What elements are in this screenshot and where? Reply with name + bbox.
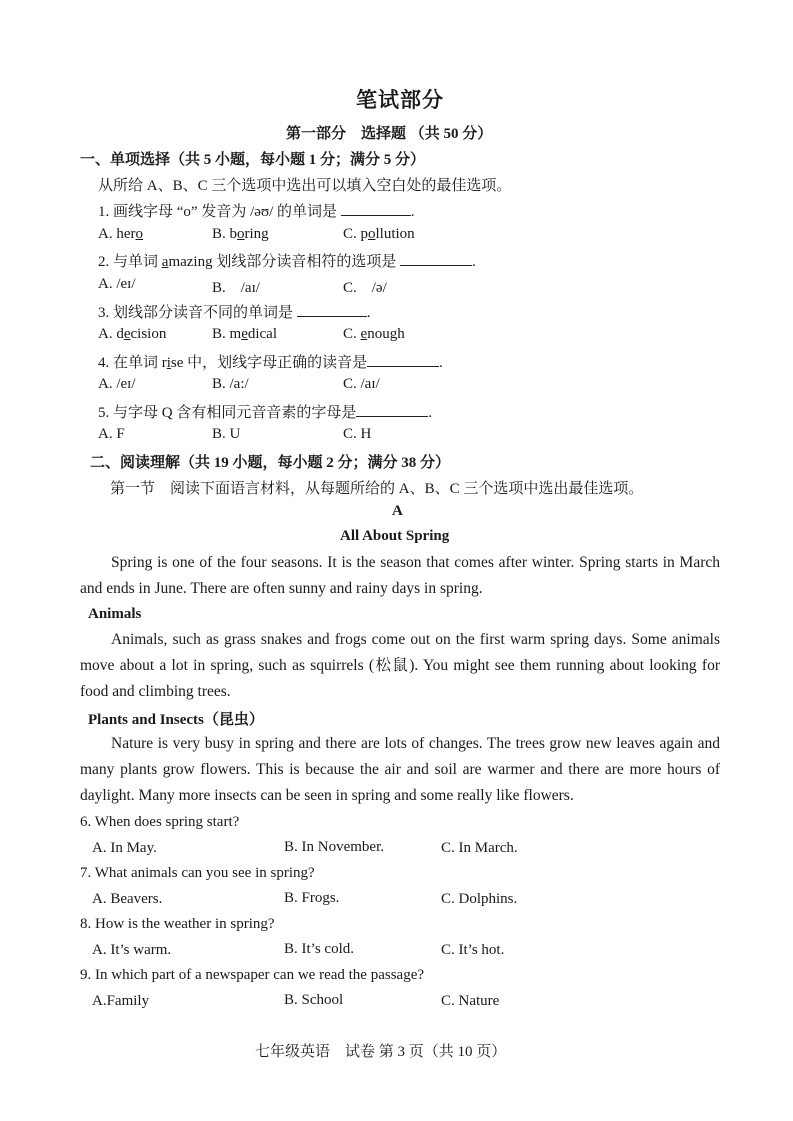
- heading-plants-text: Plants and Insects: [88, 712, 204, 728]
- question-9-option-b: B. School: [284, 992, 344, 1008]
- question-2-option-b: B. /aɪ/: [212, 280, 260, 296]
- question-2-text-cont: mazing 划线部分读音相符的选项是: [168, 254, 397, 270]
- part-subtitle: 第一部分 选择题 （共 50 分）: [286, 126, 493, 142]
- question-4-end: .: [439, 355, 443, 371]
- question-3-text: 3. 划线部分读音不同的单词是: [98, 305, 294, 321]
- passage-paragraph-2: Animals, such as grass snakes and frogs come out on the first warm spring days. Some animals move about a lot in spring, such as squirrels (松鼠). You might see them running about looking for food and climbing trees.: [80, 631, 720, 700]
- section1-instruction: 从所给 A、B、C 三个选项中选出可以填入空白处的最佳选项。: [98, 178, 512, 194]
- passage-paragraph-1: Spring is one of the four seasons. It is the season that comes after winter. Spring starts in March and ends in June. There are often sunny and rainy days in spring.: [80, 554, 720, 597]
- underlined-letter: a: [161, 254, 169, 270]
- question-8-option-b: B. It’s cold.: [284, 941, 354, 957]
- question-5-text: 5. 与字母 Q 含有相同元音音素的字母是: [98, 405, 357, 421]
- option-text: A. d: [98, 326, 124, 342]
- question-4-option-b: B. /a:/: [212, 376, 249, 392]
- question-3-end: .: [366, 305, 371, 321]
- question-2-option-c: C. /ə/: [343, 280, 387, 296]
- answer-blank: [297, 304, 367, 317]
- question-5-option-b: B. U: [212, 426, 241, 442]
- question-1-text: 1. 画线字母 “o” 发音为 /əʊ/ 的单词是: [98, 204, 338, 220]
- answer-blank: [400, 253, 472, 266]
- question-4-option-c: C. /aɪ/: [343, 376, 380, 392]
- option-text: nough: [367, 326, 405, 342]
- question-1-option-a: [98, 226, 143, 243]
- option-text: A. her: [98, 226, 136, 242]
- question-7-option-c: C. Dolphins.: [441, 891, 518, 907]
- question-4: [98, 351, 443, 372]
- option-text: ring: [244, 226, 269, 242]
- question-2-text: 2. 与单词: [98, 254, 162, 270]
- question-9-option-a: A.Family: [92, 993, 150, 1009]
- option-text: llution: [375, 226, 415, 242]
- option-text: B. b: [212, 226, 238, 242]
- underlined-letter: e: [241, 326, 248, 342]
- option-text: B. m: [212, 326, 242, 342]
- question-9: 9. In which part of a newspaper can we read the passage?: [80, 967, 425, 983]
- section2-instruction: 第一节 阅读下面语言材料，从每题所给的 A、B、C 三个选项中选出最佳选项。: [110, 481, 644, 497]
- question-3: [98, 301, 371, 322]
- question-1-end: .: [410, 204, 415, 220]
- underlined-letter: o: [368, 226, 376, 242]
- underlined-letter: o: [135, 226, 143, 242]
- question-7: 7. What animals can you see in spring?: [80, 865, 315, 881]
- question-2-end: .: [472, 254, 476, 270]
- question-1-option-c: [343, 226, 415, 243]
- question-9-option-c: C. Nature: [441, 993, 500, 1009]
- section1-heading: 一、单项选择（共 5 小题，每小题 1 分；满分 5 分）: [80, 152, 426, 168]
- underlined-letter: i: [166, 355, 171, 371]
- question-5-end: .: [428, 405, 433, 421]
- question-4-text: 4. 在单词 r: [98, 355, 167, 371]
- question-1: [98, 200, 415, 221]
- underlined-letter: o: [237, 226, 245, 242]
- question-8: 8. How is the weather in spring?: [80, 916, 275, 932]
- question-6-option-c: C. In March.: [441, 840, 518, 856]
- passage-paragraph-3: Nature is very busy in spring and there are lots of changes. The trees grow new leaves again and many plants grow flowers. This is because the air and soil are warmer and there are more hours of daylight. Many more insects can be seen in spring and some really like flowers.: [80, 735, 720, 804]
- underlined-letter: e: [123, 326, 131, 342]
- question-5: [98, 401, 432, 422]
- question-4-text-cont: se 中，划线字母正确的读音是: [170, 355, 368, 371]
- question-6-option-a: A. In May.: [92, 840, 157, 856]
- question-3-option-c: [343, 326, 405, 343]
- option-text: C.: [343, 326, 361, 342]
- answer-blank: [367, 354, 439, 367]
- question-1-option-b: [212, 226, 269, 243]
- question-6: 6. When does spring start?: [80, 814, 240, 830]
- heading-plants-cn: （昆虫）: [203, 712, 264, 728]
- section2-heading: 二、阅读理解（共 19 小题，每小题 2 分；满分 38 分）: [90, 455, 451, 471]
- question-4-option-a: A. /eɪ/: [98, 376, 136, 392]
- question-8-option-a: A. It’s warm.: [92, 942, 172, 958]
- page-title: 笔试部分: [356, 88, 444, 112]
- question-7-option-a: A. Beavers.: [92, 891, 163, 907]
- option-text: C. p: [343, 226, 369, 242]
- question-5-option-a: A. F: [98, 426, 125, 442]
- heading-animals: Animals: [88, 606, 142, 622]
- question-8-option-c: C. It’s hot.: [441, 942, 505, 958]
- question-2: [98, 250, 476, 271]
- question-6-option-b: B. In November.: [284, 839, 384, 855]
- question-3-option-b: [212, 326, 277, 343]
- option-text: cision: [130, 326, 167, 342]
- option-text: dical: [247, 326, 278, 342]
- passage-letter: A: [392, 503, 403, 519]
- question-2-option-a: A. /eɪ/: [98, 276, 136, 292]
- underlined-letter: e: [360, 326, 368, 342]
- answer-blank: [356, 404, 428, 417]
- question-7-option-b: B. Frogs.: [284, 890, 340, 906]
- answer-blank: [341, 203, 411, 216]
- question-5-option-c: C. H: [343, 426, 372, 442]
- page-footer: 七年级英语 试卷 第 3 页（共 10 页）: [255, 1044, 507, 1060]
- question-3-option-a: [98, 326, 166, 343]
- heading-plants-insects: [88, 708, 264, 729]
- passage-title: All About Spring: [340, 528, 450, 544]
